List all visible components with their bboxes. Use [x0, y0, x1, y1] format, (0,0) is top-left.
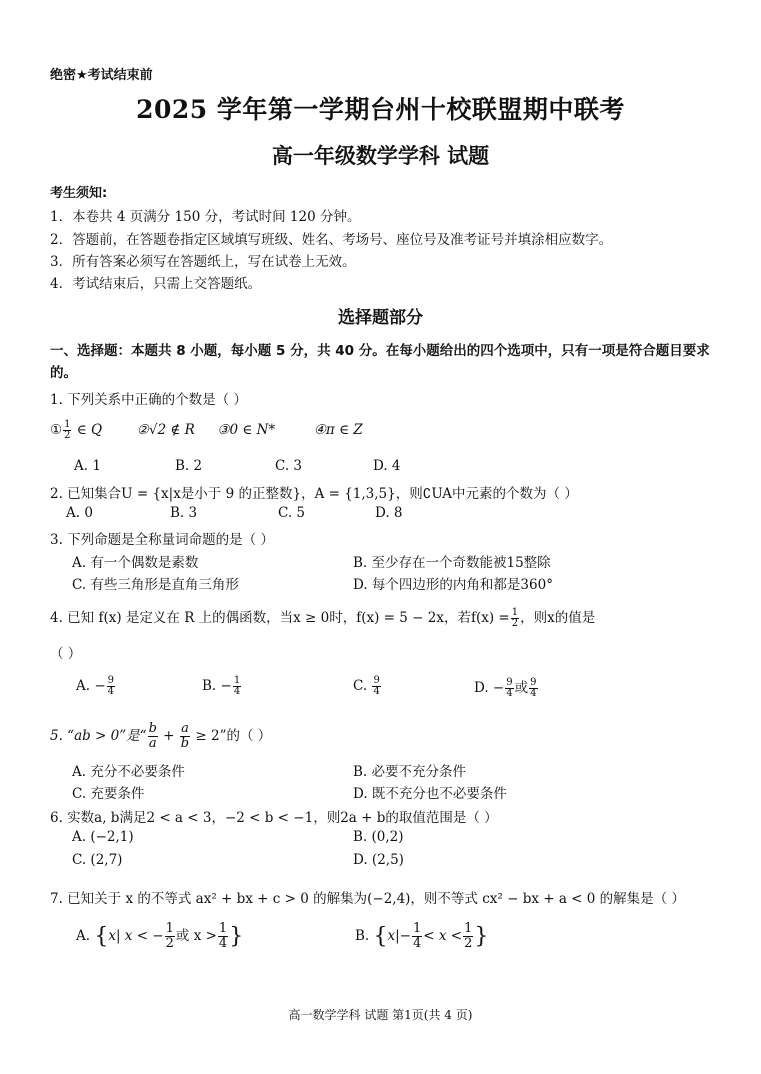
relation-3: ③0 ∈ N* [217, 422, 276, 438]
option-b: B. − $\frac{1}{4}$ [202, 675, 241, 697]
option-a: A. (−2,1) [72, 829, 134, 845]
option-a: A. 有一个偶数是素数 [72, 555, 199, 571]
option-c: C. 充要条件 [72, 786, 145, 802]
option-d: D. 8 [375, 505, 403, 521]
fraction: $\frac{1}{2}$ [64, 419, 71, 441]
exam-subtitle: 高一年级数学学科 试题 [271, 143, 490, 168]
question-1-relations [50, 420, 363, 441]
question-2-stem: 2. 已知集合U = {x|x是小于 9 的正整数}，A = {1,3,5}，则∁UA中元素的个数为（ ） [50, 486, 578, 502]
option-d: D. 既不充分也不必要条件 [353, 786, 507, 802]
option-b: B. 至少存在一个奇数能被15整除 [353, 555, 551, 571]
option-c: C. 有些三角形是直角三角形 [72, 577, 239, 593]
fraction: $\frac{1}{2}$ [511, 607, 519, 629]
option-c: C. 5 [278, 505, 306, 521]
option-d: D. (2,5) [353, 852, 404, 868]
confidential-label: 绝密★考试结束前 [50, 68, 153, 83]
notice-item: 1．本卷共 4 页满分 150 分，考试时间 120 分钟。 [50, 209, 361, 225]
option-d: D. 每个四边形的内角和都是360° [353, 577, 553, 593]
question-1-stem: 1. 下列关系中正确的个数是（ ） [50, 392, 247, 408]
option-a: A. {x| x < − $\frac{1}{2}$ 或 x > $\frac{1}{4}$ } [76, 921, 244, 951]
option-b: B. 2 [175, 458, 203, 474]
section-title: 选择题部分 [338, 308, 423, 328]
notice-heading: 考生须知: [50, 186, 108, 201]
option-c: C. $\frac{9}{4}$ [353, 675, 380, 697]
option-d: D. − $\frac{9}{4}$ 或 $\frac{9}{4}$ [474, 677, 537, 699]
question-7-stem: 7. 已知关于 x 的不等式 ax² + bx + c > 0 的解集为(−2,4)，则不等式 cx² − bx + a < 0 的解集是（ ） [50, 891, 685, 907]
option-c: C. 3 [275, 458, 303, 474]
notice-item: 3．所有答案必须写在答题纸上，写在试卷上无效。 [50, 254, 356, 270]
option-a: A. 1 [74, 458, 101, 474]
option-a: A. 0 [66, 505, 93, 521]
question-4-paren: （ ） [50, 646, 82, 662]
page-footer: 高一数学学科 试题 第1页(共 4 页) [288, 1008, 473, 1022]
option-a: A. 充分不必要条件 [72, 764, 185, 780]
question-5-stem: 5. “ab > 0”是“ $\frac{b}{a}$ + $\frac{a}{b}$ ≥ 2”的（ ） [50, 721, 272, 751]
option-a: A. − $\frac{9}{4}$ [76, 675, 115, 697]
notice-item: 2．答题前，在答题卷指定区域填写班级、姓名、考场号、座位号及准考证号并填涂相应数字。 [50, 232, 613, 248]
exam-title: 2025 学年第一学期台州十校联盟期中联考 [136, 95, 625, 124]
question-4-stem: 4. 已知 f(x) 是定义在 R 上的偶函数，当x ≥ 0时，f(x) = 5 − 2x，若f(x) = $\frac{1}{2}$ ，则x的值是 [50, 607, 596, 629]
part-one-heading: 一、选择题：本题共 8 小题，每小题 5 分，共 40 分。在每小题给出的四个选项中，只有一项是符合题目要求的。 [50, 343, 710, 381]
question-6-stem: 6. 实数a, b满足2 < a < 3，−2 < b < −1，则2a + b的取值范围是（ ） [50, 810, 498, 826]
relation-4: ④π ∈ Z [313, 422, 363, 438]
relation-1-tail: ∈ Q [72, 422, 103, 438]
option-c: C. (2,7) [72, 852, 123, 868]
option-d: D. 4 [373, 458, 401, 474]
option-b: B. {x|− $\frac{1}{4}$ < x < $\frac{1}{2}$ } [355, 921, 489, 951]
question-3-stem: 3. 下列命题是全称量词命题的是（ ） [50, 532, 274, 548]
option-b: B. 必要不充分条件 [353, 764, 467, 780]
relation-2: ②√2 ∉ R [136, 422, 195, 438]
option-b: B. 3 [170, 505, 198, 521]
option-b: B. (0,2) [353, 829, 404, 845]
relation-1-label: ① [50, 422, 63, 438]
notice-item: 4．考试结束后，只需上交答题纸。 [50, 276, 262, 292]
